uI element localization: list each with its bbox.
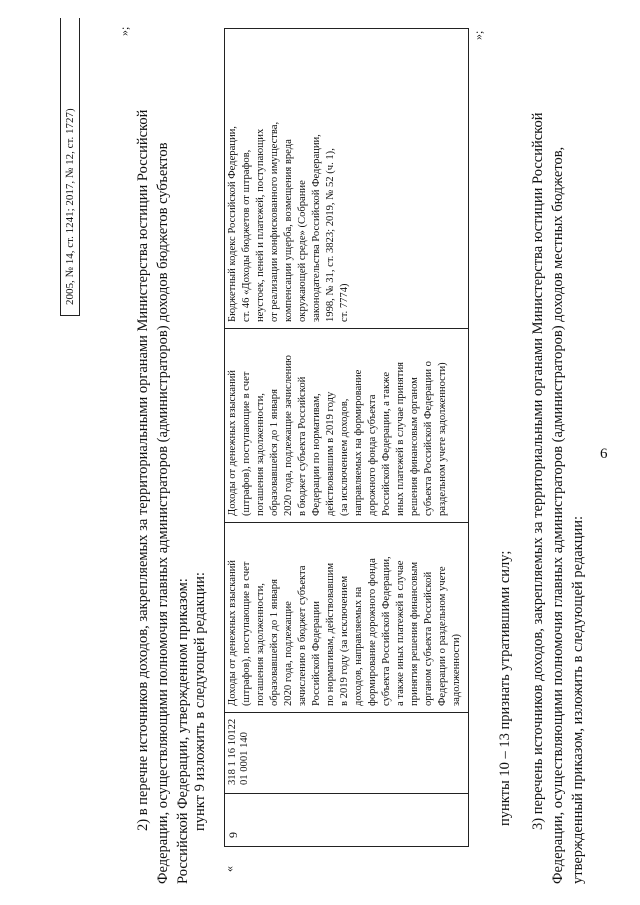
col3-line: органом субъекта Российской bbox=[423, 571, 434, 706]
col4-line: решения финансовым органом bbox=[409, 377, 420, 516]
col5-line: неустоек, пеней и платежей, поступающих bbox=[255, 128, 266, 322]
col3-line: принятия решения финансовым bbox=[409, 561, 420, 706]
col5-line: компенсации ущерба, возмещения вреда bbox=[283, 139, 294, 322]
col4-line: в бюджет субъекта Российской bbox=[297, 376, 308, 516]
col5-line: ст. 46 «Доходы бюджетов от штрафов, bbox=[241, 149, 252, 322]
top-table-closing-quote: »; bbox=[117, 26, 131, 36]
col3-line: а также иных платежей в случае bbox=[395, 560, 406, 706]
repealed-items-line: пункты 10 – 13 признать утратившими силу; bbox=[497, 550, 513, 826]
col5-line: законодательства Российской Федерации, bbox=[311, 134, 322, 322]
table-divider-4 bbox=[224, 328, 469, 329]
col5-line: ст. 7774) bbox=[339, 283, 350, 322]
col5-line: Бюджетный кодекс Российской Федерации, bbox=[227, 126, 238, 322]
table-code-line-2: 01 0001 140 bbox=[239, 732, 250, 785]
col3-line: формирование дорожного фонда bbox=[367, 558, 378, 706]
table-open-quote: « bbox=[222, 866, 236, 872]
col5-line: 1998, № 31, ст. 3823; 2019, № 52 (ч. 1), bbox=[325, 148, 336, 322]
col4-line: действовавшим в 2019 году bbox=[325, 391, 336, 516]
page-number: 6 bbox=[600, 446, 608, 462]
paragraph-2-line-4: пункт 9 изложить в следующей редакции: bbox=[192, 572, 208, 831]
top-table-left-border bbox=[60, 18, 61, 315]
paragraph-3-line-3: утвержденный приказом, изложить в следующей редакции: bbox=[570, 515, 586, 884]
col4-line: (штрафов), поступающие в счет bbox=[241, 371, 252, 516]
col4-line: погашения задолженности, bbox=[255, 393, 266, 516]
col3-line: в 2019 году (за исключением bbox=[339, 575, 350, 706]
col4-line: 2020 года, подлежащие зачислению bbox=[283, 355, 294, 516]
col3-line: субъекта Российской Федерации, bbox=[381, 556, 392, 706]
table-row-number: 9 bbox=[226, 832, 240, 838]
col3-line: по нормативам, действовавшим bbox=[325, 562, 336, 706]
col4-line: Российской Федерации, а также bbox=[381, 371, 392, 516]
col3-line: образовавшейся до 1 января bbox=[269, 579, 280, 706]
col5-line: от реализации конфискованного имущества, bbox=[269, 121, 280, 322]
table-border-left bbox=[224, 28, 225, 846]
col3-line: Федерации о раздельном учете bbox=[437, 566, 448, 706]
paragraph-3-line-1: 3) перечень источников доходов, закрепляемых за территориальными органами Министерства юстиции Российской bbox=[530, 112, 546, 830]
col3-line: погашения задолженности, bbox=[255, 583, 266, 706]
col3-line: Доходы от денежных взысканий bbox=[227, 560, 238, 706]
col3-line: (штрафов), поступающие в счет bbox=[241, 561, 252, 706]
col4-line: Федерации по нормативам, bbox=[311, 393, 322, 516]
col4-line: (за исключением доходов, bbox=[339, 398, 350, 516]
col4-line: направляемых на формирование bbox=[353, 369, 364, 516]
paragraph-2-line-2: Федерации, осуществляющими полномочия главных администраторов (администраторов) доходов бюджетов субъектов bbox=[155, 142, 171, 884]
col3-line: 2020 года, подлежащие bbox=[283, 601, 294, 706]
top-table-right-border bbox=[79, 18, 80, 315]
col4-line: субъекта Российской Федерации о bbox=[423, 361, 434, 516]
paragraph-2-line-1: 2) в перечне источников доходов, закрепляемых за территориальными органами Министерства юстиции Российской bbox=[135, 109, 151, 831]
paragraph-3-line-2: Федерации, осуществляющими полномочия главных администраторов (администраторов) доходов местных бюджетов, bbox=[550, 146, 566, 884]
paragraph-2-line-3: Российской Федерации, утвержденном приказом: bbox=[175, 578, 191, 884]
table-border-bottom bbox=[224, 846, 469, 847]
table-divider-2 bbox=[224, 712, 469, 713]
table-border-right bbox=[468, 28, 469, 846]
col4-line: Доходы от денежных взысканий bbox=[227, 370, 238, 516]
top-table-bottom-border bbox=[60, 315, 80, 316]
col4-line: дорожного фонда субъекта bbox=[367, 394, 378, 516]
table-divider-1 bbox=[224, 793, 469, 794]
col3-line: задолженности) bbox=[451, 633, 462, 706]
col3-line: зачислению в бюджет субъекта bbox=[297, 565, 308, 706]
col4-line: образовавшейся до 1 января bbox=[269, 389, 280, 516]
col4-line: иных платежей в случае принятия bbox=[395, 362, 406, 516]
col3-line: доходов, направляемых на bbox=[353, 586, 364, 706]
table-border-top bbox=[224, 28, 469, 29]
top-table-source-text: 2005, № 14, ст. 1241; 2017, № 12, ст. 1727) bbox=[64, 108, 76, 305]
table-close-quote: »; bbox=[471, 30, 485, 40]
col5-line: окружающей среде» (Собрание bbox=[297, 180, 308, 322]
table-code-line-1: 318 1 16 10122 bbox=[227, 718, 238, 785]
col3-line: Российской Федерации bbox=[311, 601, 322, 706]
table-divider-3 bbox=[224, 522, 469, 523]
col4-line: раздельном учете задолженности) bbox=[437, 362, 448, 516]
